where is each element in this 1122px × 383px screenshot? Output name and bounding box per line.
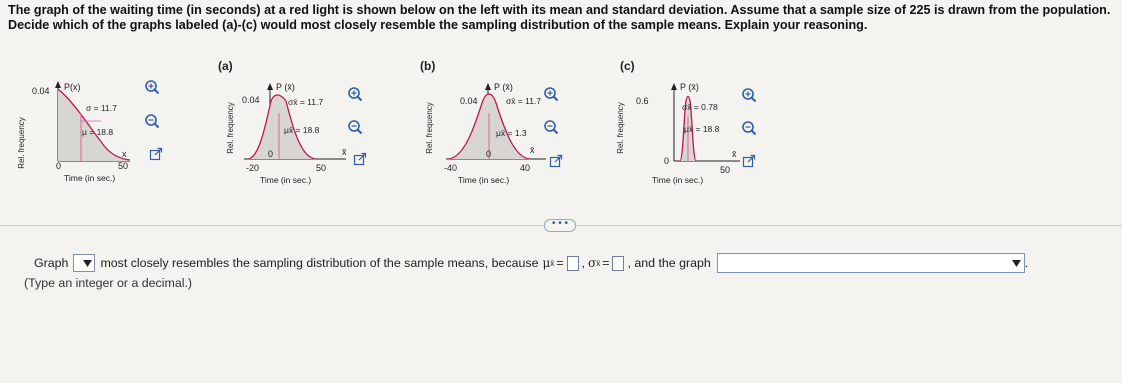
graph-a-y-arrow bbox=[267, 83, 273, 90]
graph-b-ylabel: Rel. frequency bbox=[425, 102, 434, 154]
graph-choice-dropdown[interactable] bbox=[73, 254, 95, 272]
graph-a bbox=[224, 73, 364, 191]
zoom-in-icon[interactable] bbox=[542, 85, 560, 103]
graph-b-xtick-0: -40 bbox=[444, 163, 458, 173]
zoom-out-icon[interactable] bbox=[346, 118, 364, 136]
zoom-in-icon[interactable] bbox=[740, 86, 758, 104]
comma: , bbox=[581, 256, 585, 270]
graph-c-p-label: P (x̄) bbox=[680, 82, 699, 92]
graph-c-xtick-1: 50 bbox=[720, 165, 731, 175]
graph-c-y-arrow bbox=[671, 83, 677, 90]
graph-b-xlabel: Time (in sec.) bbox=[458, 175, 510, 185]
population-xtick-0: 0 bbox=[56, 161, 62, 171]
graph-a-letter: (a) bbox=[218, 59, 233, 73]
graph-word: Graph bbox=[34, 256, 69, 270]
graph-b-ytick: 0.04 bbox=[460, 96, 478, 106]
population-sigma-label: σ = 11.7 bbox=[86, 103, 117, 113]
graph-b-mu-label: μx̄ = 1.3 bbox=[496, 128, 527, 138]
external-link-icon[interactable] bbox=[147, 145, 165, 163]
zoom-out-icon[interactable] bbox=[542, 118, 560, 136]
reason-dropdown[interactable] bbox=[717, 253, 1025, 273]
graph-a-ylabel: Rel. frequency bbox=[226, 102, 235, 154]
graph-a-sigma-label: σx̄ = 11.7 bbox=[288, 97, 324, 107]
graph-a-svg bbox=[224, 73, 364, 191]
graph-a-xtick-0: -20 bbox=[246, 163, 260, 173]
graph-c-ytick: 0.6 bbox=[636, 96, 649, 106]
sigma-answer-box[interactable] bbox=[612, 256, 624, 271]
graph-a-xtick-2: 50 bbox=[316, 163, 327, 173]
population-x-var: x bbox=[122, 149, 127, 159]
graph-a-ytick: 0.04 bbox=[242, 95, 260, 105]
more-button[interactable]: • • • bbox=[544, 219, 576, 232]
graph-a-xtick-1: 0 bbox=[268, 149, 274, 159]
graph-c-xtick-0: 0 bbox=[664, 156, 670, 166]
population-p-label: P(x) bbox=[64, 82, 81, 92]
graph-c-x-var: x̄ bbox=[732, 149, 737, 159]
external-link-icon[interactable] bbox=[351, 150, 369, 168]
graph-a-p-label: P (x̄) bbox=[276, 82, 295, 92]
graph-c-sigma-label: σx̄ = 0.78 bbox=[682, 102, 718, 112]
zoom-in-icon[interactable] bbox=[346, 85, 364, 103]
graph-b-y-arrow bbox=[485, 83, 491, 90]
zoom-in-icon[interactable] bbox=[143, 78, 161, 96]
graph-a-xlabel: Time (in sec.) bbox=[260, 175, 312, 185]
external-link-icon[interactable] bbox=[547, 152, 565, 170]
sigma-symbol: σ bbox=[587, 256, 597, 270]
graph-c-xlabel: Time (in sec.) bbox=[652, 175, 704, 185]
mu-symbol: μ bbox=[542, 256, 551, 270]
graph-c-letter: (c) bbox=[620, 59, 635, 73]
graph-b-sigma-label: σx̄ = 11.7 bbox=[506, 96, 542, 106]
population-y-arrow bbox=[55, 81, 61, 88]
answer-line bbox=[34, 253, 1028, 273]
graph-b-p-label: P (x̄) bbox=[494, 82, 513, 92]
sigma-subscript: x̄ bbox=[596, 258, 601, 268]
graph-b-letter: (b) bbox=[420, 59, 436, 73]
mu-equals: = bbox=[556, 256, 564, 270]
external-link-icon[interactable] bbox=[740, 152, 758, 170]
triangle-down-icon bbox=[1012, 259, 1021, 267]
graph-b-xtick-2: 40 bbox=[520, 163, 531, 173]
population-ylabel: Rel. frequency bbox=[17, 117, 26, 169]
zoom-out-icon[interactable] bbox=[143, 112, 161, 130]
population-mu-label: μ = 18.8 bbox=[82, 127, 114, 137]
graph-c-ylabel: Rel. frequency bbox=[616, 102, 625, 154]
mu-subscript: x̄ bbox=[550, 258, 555, 268]
graph-b-xtick-1: 0 bbox=[486, 149, 492, 159]
input-note: (Type an integer or a decimal.) bbox=[24, 276, 193, 290]
population-ytick: 0.04 bbox=[32, 86, 50, 96]
triangle-down-icon bbox=[83, 259, 92, 267]
answer-sentence-2: , and the graph bbox=[627, 256, 711, 270]
graph-b-x-var: x̄ bbox=[530, 145, 535, 155]
mu-answer-box[interactable] bbox=[567, 256, 579, 271]
population-xtick-1: 50 bbox=[118, 161, 129, 171]
answer-sentence: most closely resembles the sampling distribution of the sample means, because bbox=[100, 256, 539, 270]
population-xlabel: Time (in sec.) bbox=[64, 173, 116, 183]
period: . bbox=[1024, 256, 1029, 270]
sigma-equals: = bbox=[602, 256, 610, 270]
graph-a-mu-label: μx̄ = 18.8 bbox=[284, 125, 320, 135]
graph-a-x-var: x̄ bbox=[342, 147, 347, 157]
zoom-out-icon[interactable] bbox=[740, 119, 758, 137]
graph-c-mu-label: μx̄ = 18.8 bbox=[684, 124, 720, 134]
question-text: The graph of the waiting time (in seconds) at a red light is shown below on the left with its mean and standard deviation. Assume that a sample size of 225 is drawn from the population. Decide which of the graphs labeled (a)-(c) would most closely resemble the sampling distribution of the sample means. Explain your reasoning. bbox=[8, 3, 1111, 32]
